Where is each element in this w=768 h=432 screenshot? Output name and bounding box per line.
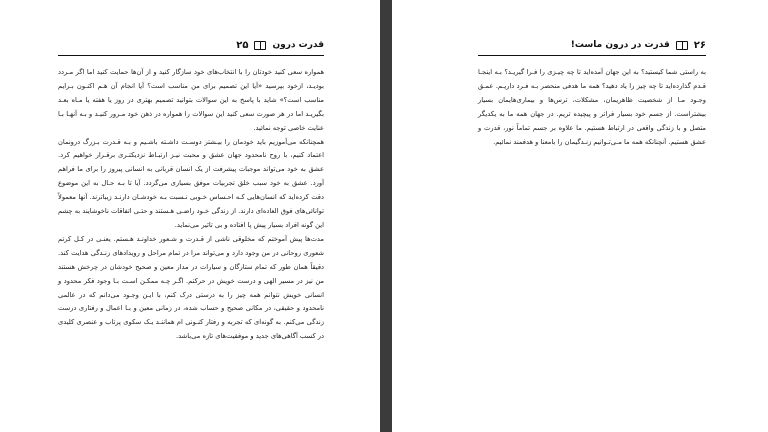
left-page-header-title: قدرت درون: [272, 40, 324, 50]
left-page-number: ۲۵: [236, 39, 249, 51]
paragraph: همواره سعی کنید خودتان را با انتخاب‌های خود سازگار کنید و از آن‌ها حمایت کنید اما اگر مـردد بودیـد، ازخود بپرسید «آیا این تصمیم برای من مناسب است؟ آیا انجام آن هـم اکنـون بـرایم مناسب است؟» شاید با پاسخ به این سوالات بتوانید تصمیم بهتری در روز یا هفته یا مـاه بعـد بگیریـد اما در هر صورت سعی کنید این سوالات را همواره در ذهن خود مـرور کنیـد و بـه آنهـا بـا عنایت خاصی توجه نمائید.: [58, 68, 324, 132]
left-header-rule: [58, 55, 324, 56]
left-page: [0, 0, 380, 432]
right-page-number: ۲۶: [693, 39, 706, 51]
paragraph: مدت‌ها پیش آموختم که مخلوقی ناشی از قـدرت و شـعور خداونـد هـستم. یعنـی در کـل کرتم شعوری روحانی در من وجود دارد و می‌تواند مرا در تمام مراحل و رویدادهای زنـدگی هدایت کند. دقیقاً همان طور که تمام ستارگان و سیارات در مدار معین و صحیح خودشان در چرخش هستند من نیز در مسیر الهی و درست خویش در حرکتم. اگـر چـه ممکـن اسـت بـا وجود فکر محدود و انسانی خویش نتوانم همه چیز را به درستی درک کنم، با ایـن وجـود می‌دانم که در عالمی نامحدود و حقیقی، در مکانی صحیح و حساب شده، در زمانی معین و بـا اعمال و رفتاری درست زندگی می‌کنم. به گونه‌ای که تجربه و رفتار کنـونی ام هماننـد یـک سکوی پرتاب و عنصری کلیدی در کسب آگاهی‌های جدید و موفقیت‌های تازه می‌باشد.: [58, 234, 324, 341]
page-gutter-divider: [380, 0, 392, 432]
paragraph: به راستی شما کیستید؟ به این جهان آمده‌اید تا چه چیـزی را فـرا گیریـد؟ بـه اینجـا قـدم گذارده‌اید تا چه چیز را یاد دهید؟ همه ما هدفی منحصر بـه فـرد داریـم. عمـق وجـود مـا از شخصیت ظاهریمان، مشکلات، ترس‌ها و بیماری‌هایمان بسیار بیشتراست. از جسم خود بسیار فراتر و پیچیده تریم. در جهان همه ما به یکدیگر متصل و با زندگی واقعی در ارتباط هستیم. ما علاوه بر جسم تماماً نور، قدرت و عشق هستیم. آنچنانکه همه ما مـی‌تـوانیم زنـدگیمان را بامعنا و هدفمند نمائیم.: [478, 68, 706, 146]
book-icon: [676, 41, 688, 50]
book-icon: [254, 41, 266, 50]
right-page: [392, 0, 768, 432]
right-page-body: [478, 66, 706, 149]
right-page-header-title: قدرت در درون ماست!: [570, 40, 670, 50]
left-page-body: [58, 66, 324, 344]
left-page-header: [58, 38, 324, 52]
paragraph: همچنانکه می‌آموزیم باید خودمان را بیـشتر دوسـت داشـته باشـیم و بـه قـدرت بـزرگ درونمان اعتماد کنیم، با روح نامحدود جهان عشق و محبت نیـز ارتبـاط نزدیکتـری برقـرار خواهیم کرد. عشق به خود می‌تواند موجبات پیشرفت از یک انسان قربانی به انسانی پیروز را برای ما فراهم آورد. عشق به خود سبب خلق تجربیات موفق بسیاری می‌گردد. آیا تا بـه حـال به این موضوع دقت کرده‌اید که انسان‌هایی کـه احـساس خـوبی نـسبت بـه خودشـان دارنـد زیباترند. آنها معمولاً توانائی‌های فوق العاده‌ای دارند. از زندگی خـود راضـی هـستند و حتـی اتفاقات ناخوشایند به چشم این گونه افراد بسیار پیش پا افتاده و بی تاثیر می‌نماید.: [58, 137, 324, 229]
right-page-header: [478, 38, 706, 52]
right-header-rule: [478, 55, 706, 56]
